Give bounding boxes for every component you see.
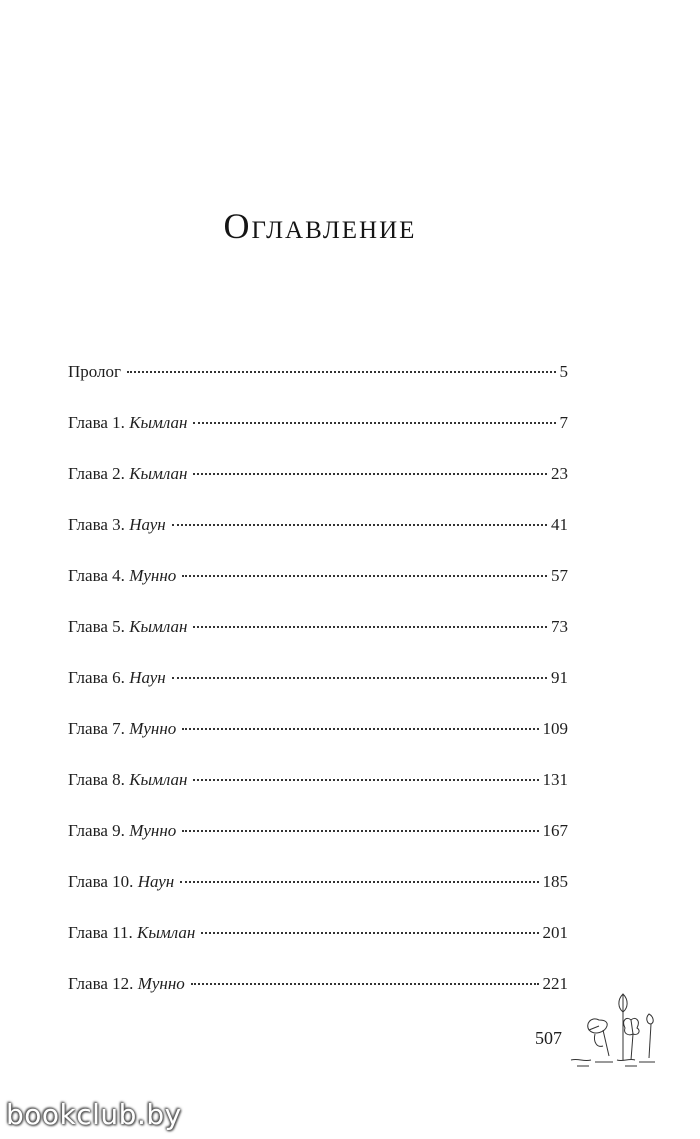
toc-leader-dots: [193, 422, 555, 424]
toc-leader-dots: [201, 932, 538, 934]
toc-leader-dots: [191, 983, 539, 985]
toc-entry-prefix: Глава 12.: [68, 974, 138, 993]
toc-leader-dots: [127, 371, 555, 373]
toc-entry-name: Наун: [129, 668, 166, 687]
table-of-contents: [68, 362, 568, 1025]
toc-entry-prefix: Глава 9.: [68, 821, 130, 840]
toc-entry-name: Кымлан: [129, 464, 188, 483]
toc-entry-name: Кымлан: [129, 770, 188, 789]
toc-entry-label: [68, 617, 187, 637]
toc-entry-page: 57: [551, 566, 568, 585]
toc-entry: [68, 923, 568, 974]
toc-entry-name: Кымлан: [129, 617, 188, 636]
toc-entry-page: 167: [542, 821, 568, 840]
toc-entry-prefix: Глава 2.: [68, 464, 130, 483]
toc-entry-page: 185: [542, 872, 568, 891]
page-title: Оглавление: [223, 206, 417, 246]
toc-entry-prefix: Глава 3.: [68, 515, 130, 534]
toc-entry: [68, 974, 568, 1025]
toc-entry-label: [68, 770, 187, 790]
toc-entry-label: [68, 464, 187, 484]
toc-entry-label: [68, 668, 166, 688]
toc-entry-page: 5: [559, 362, 568, 381]
toc-leader-dots: [172, 677, 547, 679]
toc-entry-name: Мунно: [137, 974, 185, 993]
toc-entry-page: 41: [551, 515, 568, 534]
toc-entry-prefix: Пролог: [68, 362, 122, 381]
toc-entry: [68, 464, 568, 515]
toc-entry-label: [68, 872, 174, 892]
toc-entry: [68, 413, 568, 464]
toc-entry: [68, 566, 568, 617]
toc-entry-page: 221: [542, 974, 568, 993]
toc-entry-label: [68, 923, 195, 943]
toc-entry-prefix: Глава 4.: [68, 566, 130, 585]
toc-entry-name: Наун: [129, 515, 166, 534]
toc-entry-name: Кымлан: [137, 923, 196, 942]
toc-leader-dots: [193, 473, 547, 475]
toc-entry: [68, 515, 568, 566]
toc-leader-dots: [172, 524, 547, 526]
toc-entry: [68, 668, 568, 719]
toc-entry-page: 201: [542, 923, 568, 942]
toc-entry-name: Мунно: [129, 719, 177, 738]
toc-entry: [68, 770, 568, 821]
toc-leader-dots: [182, 575, 547, 577]
toc-leader-dots: [193, 779, 538, 781]
toc-entry: [68, 617, 568, 668]
toc-entry-page: 131: [542, 770, 568, 789]
toc-entry-name: Мунно: [129, 566, 177, 585]
toc-entry-page: 109: [542, 719, 568, 738]
toc-entry-label: [68, 362, 121, 382]
watermark: bookclub.by: [6, 1098, 182, 1131]
toc-entry-prefix: Глава 10.: [68, 872, 138, 891]
toc-entry-prefix: Глава 5.: [68, 617, 130, 636]
toc-entry-label: [68, 821, 176, 841]
toc-entry-prefix: Глава 7.: [68, 719, 130, 738]
toc-leader-dots: [180, 881, 538, 883]
toc-entry-page: 23: [551, 464, 568, 483]
toc-entry-name: Наун: [137, 872, 175, 891]
toc-entry-prefix: Глава 6.: [68, 668, 130, 687]
toc-entry-label: [68, 974, 185, 994]
toc-entry-prefix: Глава 11.: [68, 923, 138, 942]
toc-entry-page: 7: [559, 413, 568, 432]
toc-entry-prefix: Глава 1.: [68, 413, 130, 432]
toc-entry-label: [68, 719, 176, 739]
toc-entry-label: [68, 413, 187, 433]
page-number: 507: [535, 1028, 562, 1048]
toc-entry-prefix: Глава 8.: [68, 770, 130, 789]
toc-entry-label: [68, 515, 166, 535]
toc-entry-label: [68, 566, 176, 586]
toc-entry: [68, 872, 568, 923]
toc-leader-dots: [182, 728, 538, 730]
lotus-icon: [565, 990, 660, 1070]
toc-leader-dots: [193, 626, 547, 628]
toc-entry-name: Кымлан: [129, 413, 188, 432]
toc-entry: [68, 719, 568, 770]
toc-entry-page: 91: [551, 668, 568, 687]
toc-entry: [68, 821, 568, 872]
toc-entry-page: 73: [551, 617, 568, 636]
toc-entry-name: Мунно: [129, 821, 177, 840]
toc-leader-dots: [182, 830, 538, 832]
toc-entry: [68, 362, 568, 413]
